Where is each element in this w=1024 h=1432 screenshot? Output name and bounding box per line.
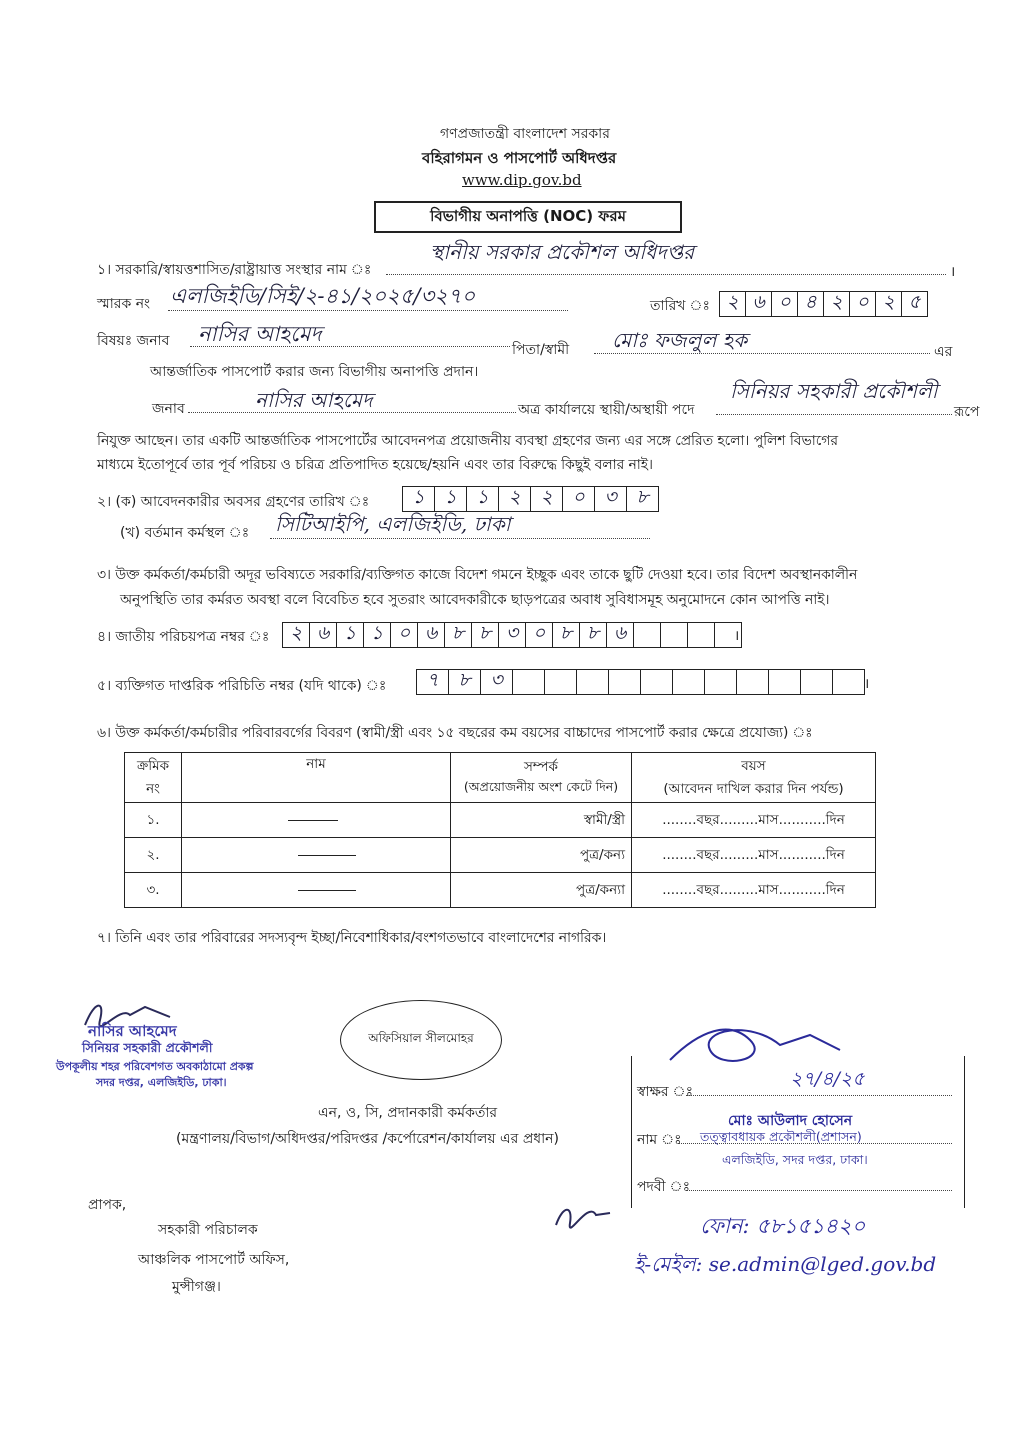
digit-box — [661, 622, 688, 648]
digit-box: ১ — [435, 486, 467, 512]
digit-box — [705, 669, 737, 695]
digit-box: ১ — [467, 486, 499, 512]
contact-phone: ফোন: ৫৮১৫১৪২০ — [700, 1214, 866, 1238]
digit-box: ৮ — [580, 622, 607, 648]
item7: ৭। তিনি এবং তার পরিবারের সদস্যবৃন্দ ইচ্ছা/নিবেশাধিকার/বংশগতভাবে বাংলাদেশের নাগরিক। — [97, 930, 607, 946]
rupe-label: রূপে — [954, 404, 980, 420]
row-name — [182, 803, 451, 838]
digit-box: ০ — [563, 486, 595, 512]
org-label: ১। সরকারি/স্বায়ত্তশাসিত/রাষ্ট্রায়াত্ত সংস্থার নাম ঃ — [97, 262, 372, 278]
row-relation: পুত্র/কন্য — [451, 838, 632, 873]
para2: মাধ্যমে ইতোপূর্বে তার পূর্ব পরিচয় ও চরিত্র প্রতিপাদিত হয়েছে/হয়নি এবং তার বিরুদ্ধে কিছুই বলার নাই। — [97, 457, 653, 473]
officer-stamp-name: মোঃ আউলাদ হোসেন — [728, 1113, 853, 1129]
digit-box: ২ — [282, 622, 310, 648]
sign-dotted-line — [686, 1095, 952, 1096]
digit-box: ২ — [531, 486, 563, 512]
row-relation: পুত্র/কন্যা — [451, 873, 632, 908]
workplace-label: (খ) বর্তমান কর্মস্থল ঃ — [120, 525, 250, 541]
digit-box: ৬ — [607, 622, 634, 648]
recipient-line3: মুন্সীগঞ্জ। — [172, 1279, 221, 1295]
table-row — [125, 838, 876, 873]
retire-boxes — [402, 486, 659, 512]
digit-box — [641, 669, 673, 695]
office-label: অত্র কার্যালয়ে স্থায়ী/অস্থায়ী পদে — [518, 402, 695, 418]
janab-label: জনাব — [152, 401, 185, 417]
nid-label: ৪। জাতীয় পরিচয়পত্র নম্বর ঃ — [97, 629, 270, 645]
office-id-boxes — [416, 669, 865, 695]
th-name: নাম — [182, 753, 451, 803]
memo-label: স্মারক নং — [97, 296, 151, 312]
form-title — [374, 201, 682, 233]
org-value: স্থানীয় সরকার প্রকৌশল অধিদপ্তর — [430, 240, 695, 264]
digit-box: ৬ — [418, 622, 445, 648]
digit-box: ৩ — [595, 486, 627, 512]
item3-line1: ৩। উক্ত কর্মকর্তা/কর্মচারী অদূর ভবিষ্যতে সরকারি/ব্যক্তিগত কাজে বিদেশ গমনে ইচ্ছুক এবং তাকে ছুটি দেওয়া হবে। তার বিদেশ অবস্থানকালীন — [97, 567, 858, 583]
post-dotted-line — [716, 414, 952, 415]
office-id-label: ৫। ব্যক্তিগত দাপ্তরিক পরিচিতি নম্বর (যদি থাকে) ঃ — [97, 678, 387, 694]
digit-box: ২ — [824, 291, 850, 317]
janab-value: নাসির আহমেদ — [255, 388, 373, 412]
row-name — [182, 873, 451, 908]
row-relation: স্বামী/স্ত্রী — [451, 803, 632, 838]
digit-box — [634, 622, 661, 648]
workplace-value: সিটিআইপি, এলজিইডি, ঢাকা — [275, 512, 511, 536]
office-id-end: । — [864, 676, 870, 692]
digit-box — [769, 669, 801, 695]
digit-box — [737, 669, 769, 695]
org-end: । — [950, 264, 956, 280]
contact-email: ই-মেইল: se.admin@lged.gov.bd — [634, 1252, 937, 1276]
officer-stamp-office: এলজিইডি, সদর দপ্তর, ঢাকা। — [722, 1152, 868, 1167]
digit-box — [577, 669, 609, 695]
row-age: ........বছর.........মাস...........দিন — [632, 838, 876, 873]
digit-box — [609, 669, 641, 695]
item3-line2: অনুপস্থিতি তার কর্মরত অবস্থা বলে বিবেচিত হবে সুতরাং আবেদকারীকে ছাড়পত্রের অবাধ সুবিধাসমূহ অনুমোদনে কোন আপত্তি নাই। — [120, 592, 830, 608]
family-table — [124, 752, 876, 908]
issuer-line2: (মন্ত্রণালয়/বিভাগ/অধিদপ্তর/পরিদপ্তর /কর্পোরেশন/কার্যালয় এর প্রধান) — [176, 1131, 560, 1147]
date-boxes — [719, 291, 928, 317]
post-value: সিনিয়র সহকারী প্রকৌশলী — [730, 379, 938, 403]
digit-box — [673, 669, 705, 695]
org-dotted-line — [386, 274, 946, 275]
recipient-line2: আঞ্চলিক পাসপোর্ট অফিস, — [138, 1252, 290, 1268]
digit-box: ৮ — [627, 486, 659, 512]
officer-stamp-title: তত্ত্বাবধায়ক প্রকৌশলী(প্রশাসন) — [700, 1129, 862, 1144]
para1: নিযুক্ত আছেন। তার একটি আন্তর্জাতিক পাসপোর্টের আবেদনপত্র প্রয়োজনীয় ব্যবস্থা গ্রহণের জন্য এর সঙ্গে প্রেরিত হলো। পুলিশ বিভাগের — [97, 433, 838, 449]
digit-box: ২ — [719, 291, 746, 317]
table-row — [125, 873, 876, 908]
er-label: এর — [934, 344, 953, 360]
father-value: মোঃ ফজলুল হক — [612, 328, 748, 352]
table-row — [125, 803, 876, 838]
header-gov: গণপ্রজাতন্ত্রী বাংলাদেশ সরকার — [440, 126, 610, 142]
digit-box — [801, 669, 833, 695]
row-serial: ৩. — [125, 873, 182, 908]
subject-label: বিষয়ঃ জনাব — [97, 333, 170, 349]
nid-boxes — [282, 622, 742, 648]
digit-box: ৬ — [746, 291, 772, 317]
row-serial: ১. — [125, 803, 182, 838]
issuer-line1: এন, ও, সি, প্রদানকারী কর্মকর্তার — [318, 1105, 498, 1121]
post-label: পদবী ঃ — [637, 1179, 691, 1195]
family-label: ৬। উক্ত কর্মকর্তা/কর্মচারীর পরিবারবর্গের বিবরণ (স্বামী/স্ত্রী এবং ১৫ বছরের কম বয়সের বাচ্চাদের পাসপোর্ট করার ক্ষেত্রে প্রযোজ্য) ঃ — [97, 725, 813, 741]
digit-box: ৩ — [499, 622, 526, 648]
subject-name: নাসির আহমেদ — [198, 322, 322, 346]
sign-label: স্বাক্ষর ঃ — [637, 1084, 694, 1100]
digit-box: ২ — [876, 291, 902, 317]
initials-icon — [548, 1195, 618, 1240]
row-age: ........বছর.........মাস...........দিন — [632, 803, 876, 838]
digit-box: ৬ — [310, 622, 337, 648]
digit-box: ৮ — [449, 669, 481, 695]
row-serial: ২. — [125, 838, 182, 873]
digit-box: ৮ — [445, 622, 472, 648]
row-age: ........বছর.........মাস...........দিন — [632, 873, 876, 908]
sign-date: ২৭/৪/২৫ — [790, 1068, 865, 1090]
digit-box: ৭ — [416, 669, 449, 695]
digit-box: ০ — [850, 291, 876, 317]
digit-box: ০ — [772, 291, 798, 317]
header-dept: বহিরাগমন ও পাসপোর্ট অধিদপ্তর — [422, 149, 617, 167]
th-relation: সম্পর্ক (অপ্রয়োজনীয় অংশ কেটে দিন) — [451, 753, 632, 803]
name-label: নাম ঃ — [637, 1132, 682, 1148]
digit-box: ০ — [526, 622, 553, 648]
post-dotted-line-2 — [686, 1190, 952, 1191]
retire-label: ২। (ক) আবেদনকারীর অবসর গ্রহণের তারিখ ঃ — [97, 494, 370, 510]
digit-box: ৮ — [553, 622, 580, 648]
nid-end: । — [734, 628, 740, 644]
recipient-line1: সহকারী পরিচালক — [158, 1222, 258, 1238]
digit-box: ১ — [402, 486, 435, 512]
digit-box — [513, 669, 545, 695]
digit-box — [833, 669, 865, 695]
date-label: তারিখ ঃ — [650, 298, 710, 314]
left-stamp-title: সিনিয়র সহকারী প্রকৌশলী — [82, 1040, 213, 1055]
digit-box: ৩ — [481, 669, 513, 695]
th-age: বয়স (আবেদন দাখিল করার দিন পর্যন্ড) — [632, 753, 876, 803]
father-label: পিতা/স্বামী — [512, 342, 570, 358]
form-title-text: বিভাগীয় অনাপত্তি (NOC) ফরম — [430, 206, 626, 225]
left-stamp-name: নাসির আহমেদ — [88, 1022, 177, 1040]
header-website: www.dip.gov.bd — [462, 171, 582, 189]
digit-box: ০ — [391, 622, 418, 648]
recipient-label: প্রাপক, — [88, 1197, 127, 1213]
digit-box: ৮ — [472, 622, 499, 648]
digit-box — [688, 622, 715, 648]
digit-box — [545, 669, 577, 695]
digit-box: ১ — [337, 622, 364, 648]
memo-value: এলজিইডি/সিই/২-৪১/২০২৫/৩২৭০ — [170, 284, 476, 308]
seal-label: অফিসিয়াল সীলমোহর — [368, 1031, 474, 1045]
digit-box: ৫ — [902, 291, 928, 317]
digit-box: ২ — [499, 486, 531, 512]
subject-line2: আন্তর্জাতিক পাসপোর্ট করার জন্য বিভাগীয় অনাপত্তি প্রদান। — [150, 364, 479, 380]
th-serial: ক্রমিক নং — [125, 753, 182, 803]
row-name — [182, 838, 451, 873]
digit-box: ৪ — [798, 291, 824, 317]
left-stamp-office: সদর দপ্তর, এলজিইডি, ঢাকা। — [96, 1076, 227, 1089]
left-stamp-project: উপকূলীয় শহর পরিবেশগত অবকাঠামো প্রকল্প — [56, 1060, 254, 1073]
official-seal — [340, 1000, 502, 1080]
digit-box: ১ — [364, 622, 391, 648]
